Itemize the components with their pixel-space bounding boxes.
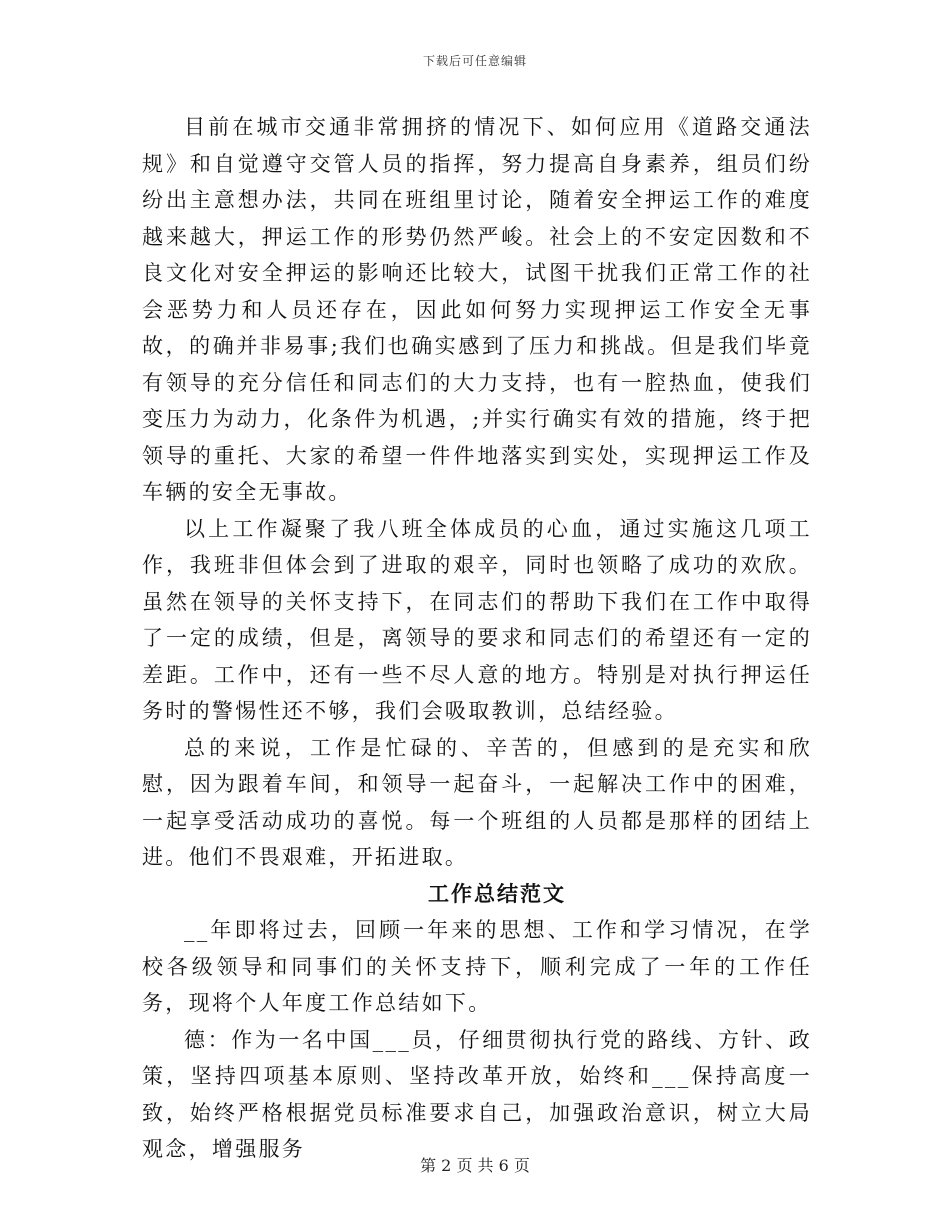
body-paragraph: 德：作为一名中国___员，仔细贯彻执行党的路线、方针、政策，坚持四项基本原则、坚持改革开放，始终和___保持高度一致，始终严格根据党员标准要求自己，加强政治意识，树立大局观念，增强服务 — [142, 1027, 812, 1161]
body-paragraph: 目前在城市交通非常拥挤的情况下、如何应用《道路交通法规》和自觉遵守交管人员的指挥，努力提高自身素养，组员们纷纷出主意想办法，共同在班组里讨论，随着安全押运工作的难度越来越大，押运工作的形势仍然严峻。社会上的不安定因数和不良文化对安全押运的影响还比较大，试图干扰我们正常工作的社会恶势力和人员还存在，因此如何努力实现押运工作安全无事故，的确并非易事;我们也确实感到了压力和挑战。但是我们毕竟有领导的充分信任和同志们的大力支持，也有一腔热血，使我们变压力为动力，化条件为机遇，;并实行确实有效的措施，终于把领导的重托、大家的希望一件件地落实到实处，实现押运工作及车辆的安全无事故。 — [142, 115, 812, 504]
page-number: 第 2 页 共 6 页 — [420, 1156, 530, 1175]
body-paragraph: __年即将过去，回顾一年来的思想、工作和学习情况，在学校各级领导和同事们的关怀支持下，顺利完成了一年的工作任务，现将个人年度工作总结如下。 — [142, 918, 812, 1015]
body-paragraph: 总的来说，工作是忙碌的、辛苦的，但感到的是充实和欣慰，因为跟着车间，和领导一起奋斗，一起解决工作中的困难，一起享受活动成功的喜悦。每一个班组的人员都是那样的团结上进。他们不畏艰难，开拓进取。 — [142, 735, 812, 869]
body-paragraph: 以上工作凝聚了我八班全体成员的心血，通过实施这几项工作，我班非但体会到了进取的艰辛，同时也领略了成功的欢欣。虽然在领导的关怀支持下，在同志们的帮助下我们在工作中取得了一定的成绩，但是，离领导的要求和同志们的希望还有一定的差距。工作中，还有一些不尽人意的地方。特别是对执行押运任务时的警惕性还不够，我们会吸取教训，总结经验。 — [142, 516, 812, 723]
section-title: 工作总结范文 — [428, 880, 566, 906]
page-header-note: 下载后可任意编辑 — [422, 54, 527, 68]
document-body — [142, 109, 812, 1168]
